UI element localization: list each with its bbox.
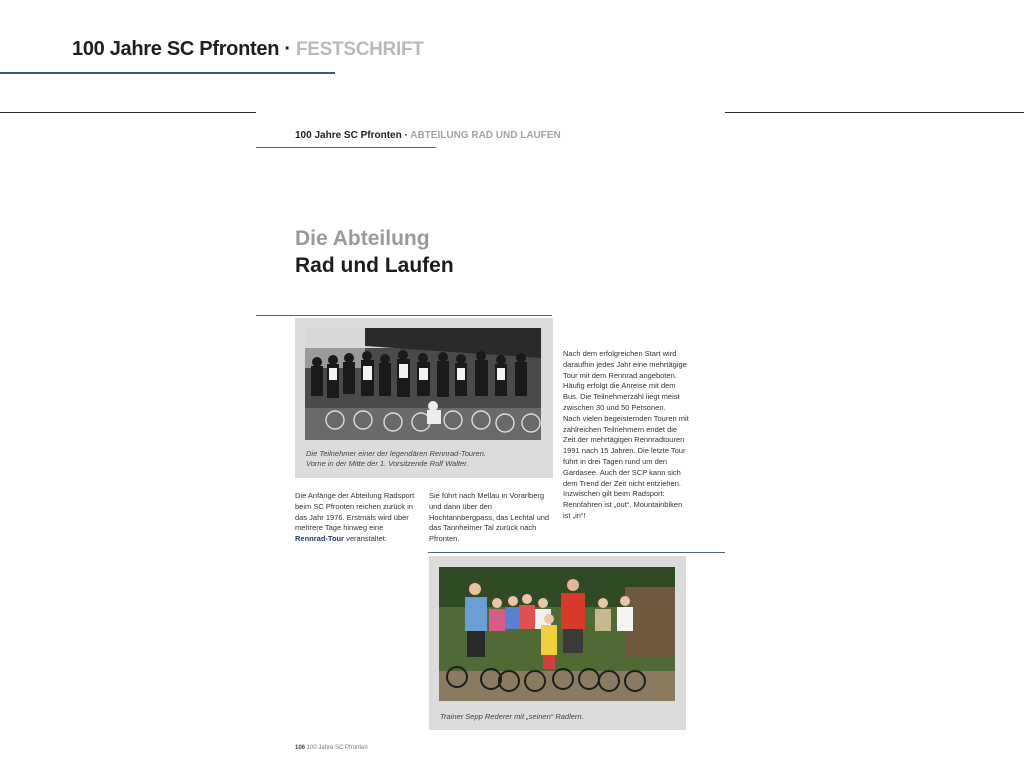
page-header-rule — [256, 147, 436, 148]
text-highlight-rennrad-tour: Rennrad-Tour — [295, 534, 345, 544]
photo1-caption-line2: Vorne in der Mitte der 1. Vorsitzende Rolf Walter. — [306, 459, 469, 468]
page-header-main: 100 Jahre SC Pfronten — [295, 130, 402, 141]
title-underline — [0, 72, 335, 74]
photo-young-cyclists-color — [439, 567, 675, 701]
section-heading-line2: Rad und Laufen — [295, 254, 454, 277]
document-title-separator: · — [279, 38, 296, 60]
footer-title: 100 Jahre SC Pfronten — [306, 745, 368, 751]
photo2-caption: Trainer Sepp Rederer mit „seinen“ Radlern. — [440, 712, 584, 721]
text-column-3-para1: Nach dem erfolgreichen Start wird daraufhin jedes Jahr eine mehrtägige Tour mit dem Rennrad angeboten. Häufig erfolgt die Anreise mit dem Bus. Die Teilnehmerzahl liegt meist zwischen 30 und 50 Personen. — [563, 349, 687, 412]
photo1-caption-line1: Die Teilnehmer einer der legendären Rennrad-Touren. — [306, 449, 486, 458]
text-column-3 — [563, 349, 689, 522]
section-heading-line1: Die Abteilung — [295, 227, 430, 250]
text-column-1-part1: Die Anfänge der Abteilung Radsport beim SC Pfronten reichen zurück in das Jahr 1976. Erstmals wird über mehrere Tage hinweg eine — [295, 491, 415, 533]
photo2-rule — [428, 552, 725, 553]
page-header — [295, 130, 561, 141]
document-title-main: 100 Jahre SC Pfronten — [72, 38, 280, 60]
page-number: 106 — [295, 745, 306, 751]
page-header-sub: ABTEILUNG RAD UND LAUFEN — [410, 130, 561, 141]
text-column-1-part2: veranstaltet. — [344, 534, 387, 544]
text-column-1 — [295, 491, 417, 545]
document-title-sub: FESTSCHRIFT — [295, 39, 424, 60]
heading-rule — [256, 315, 552, 316]
page-header-separator: · — [401, 130, 411, 141]
photo-cyclists-group-bw — [305, 328, 541, 440]
divider-right — [725, 112, 1024, 113]
photo1-caption — [306, 449, 546, 469]
document-title — [72, 38, 424, 61]
text-column-2: Sie führt nach Mellau in Vorarlberg und dann über den Hochtannbergpass, das Lechtal und das Tannheimer Tal zurück nach Pfronten. — [429, 491, 550, 544]
divider-left — [0, 112, 256, 113]
page-footer — [295, 745, 368, 751]
text-column-3-para2: Nach vielen begeisternden Touren mit zahlreichen Teilnehmern endet die Zeit der mehrtägigen Rennradtouren 1991 nach 15 Jahren. Die letzte Tour führt in drei Tagen rund um den Gardasee. Auch der SCP kann sich dem Trend der Zeit nicht entziehen. Inzwischen gilt beim Radsport: Rennfahren ist „out“, Mountainbiken ist „in“! — [563, 413, 689, 520]
